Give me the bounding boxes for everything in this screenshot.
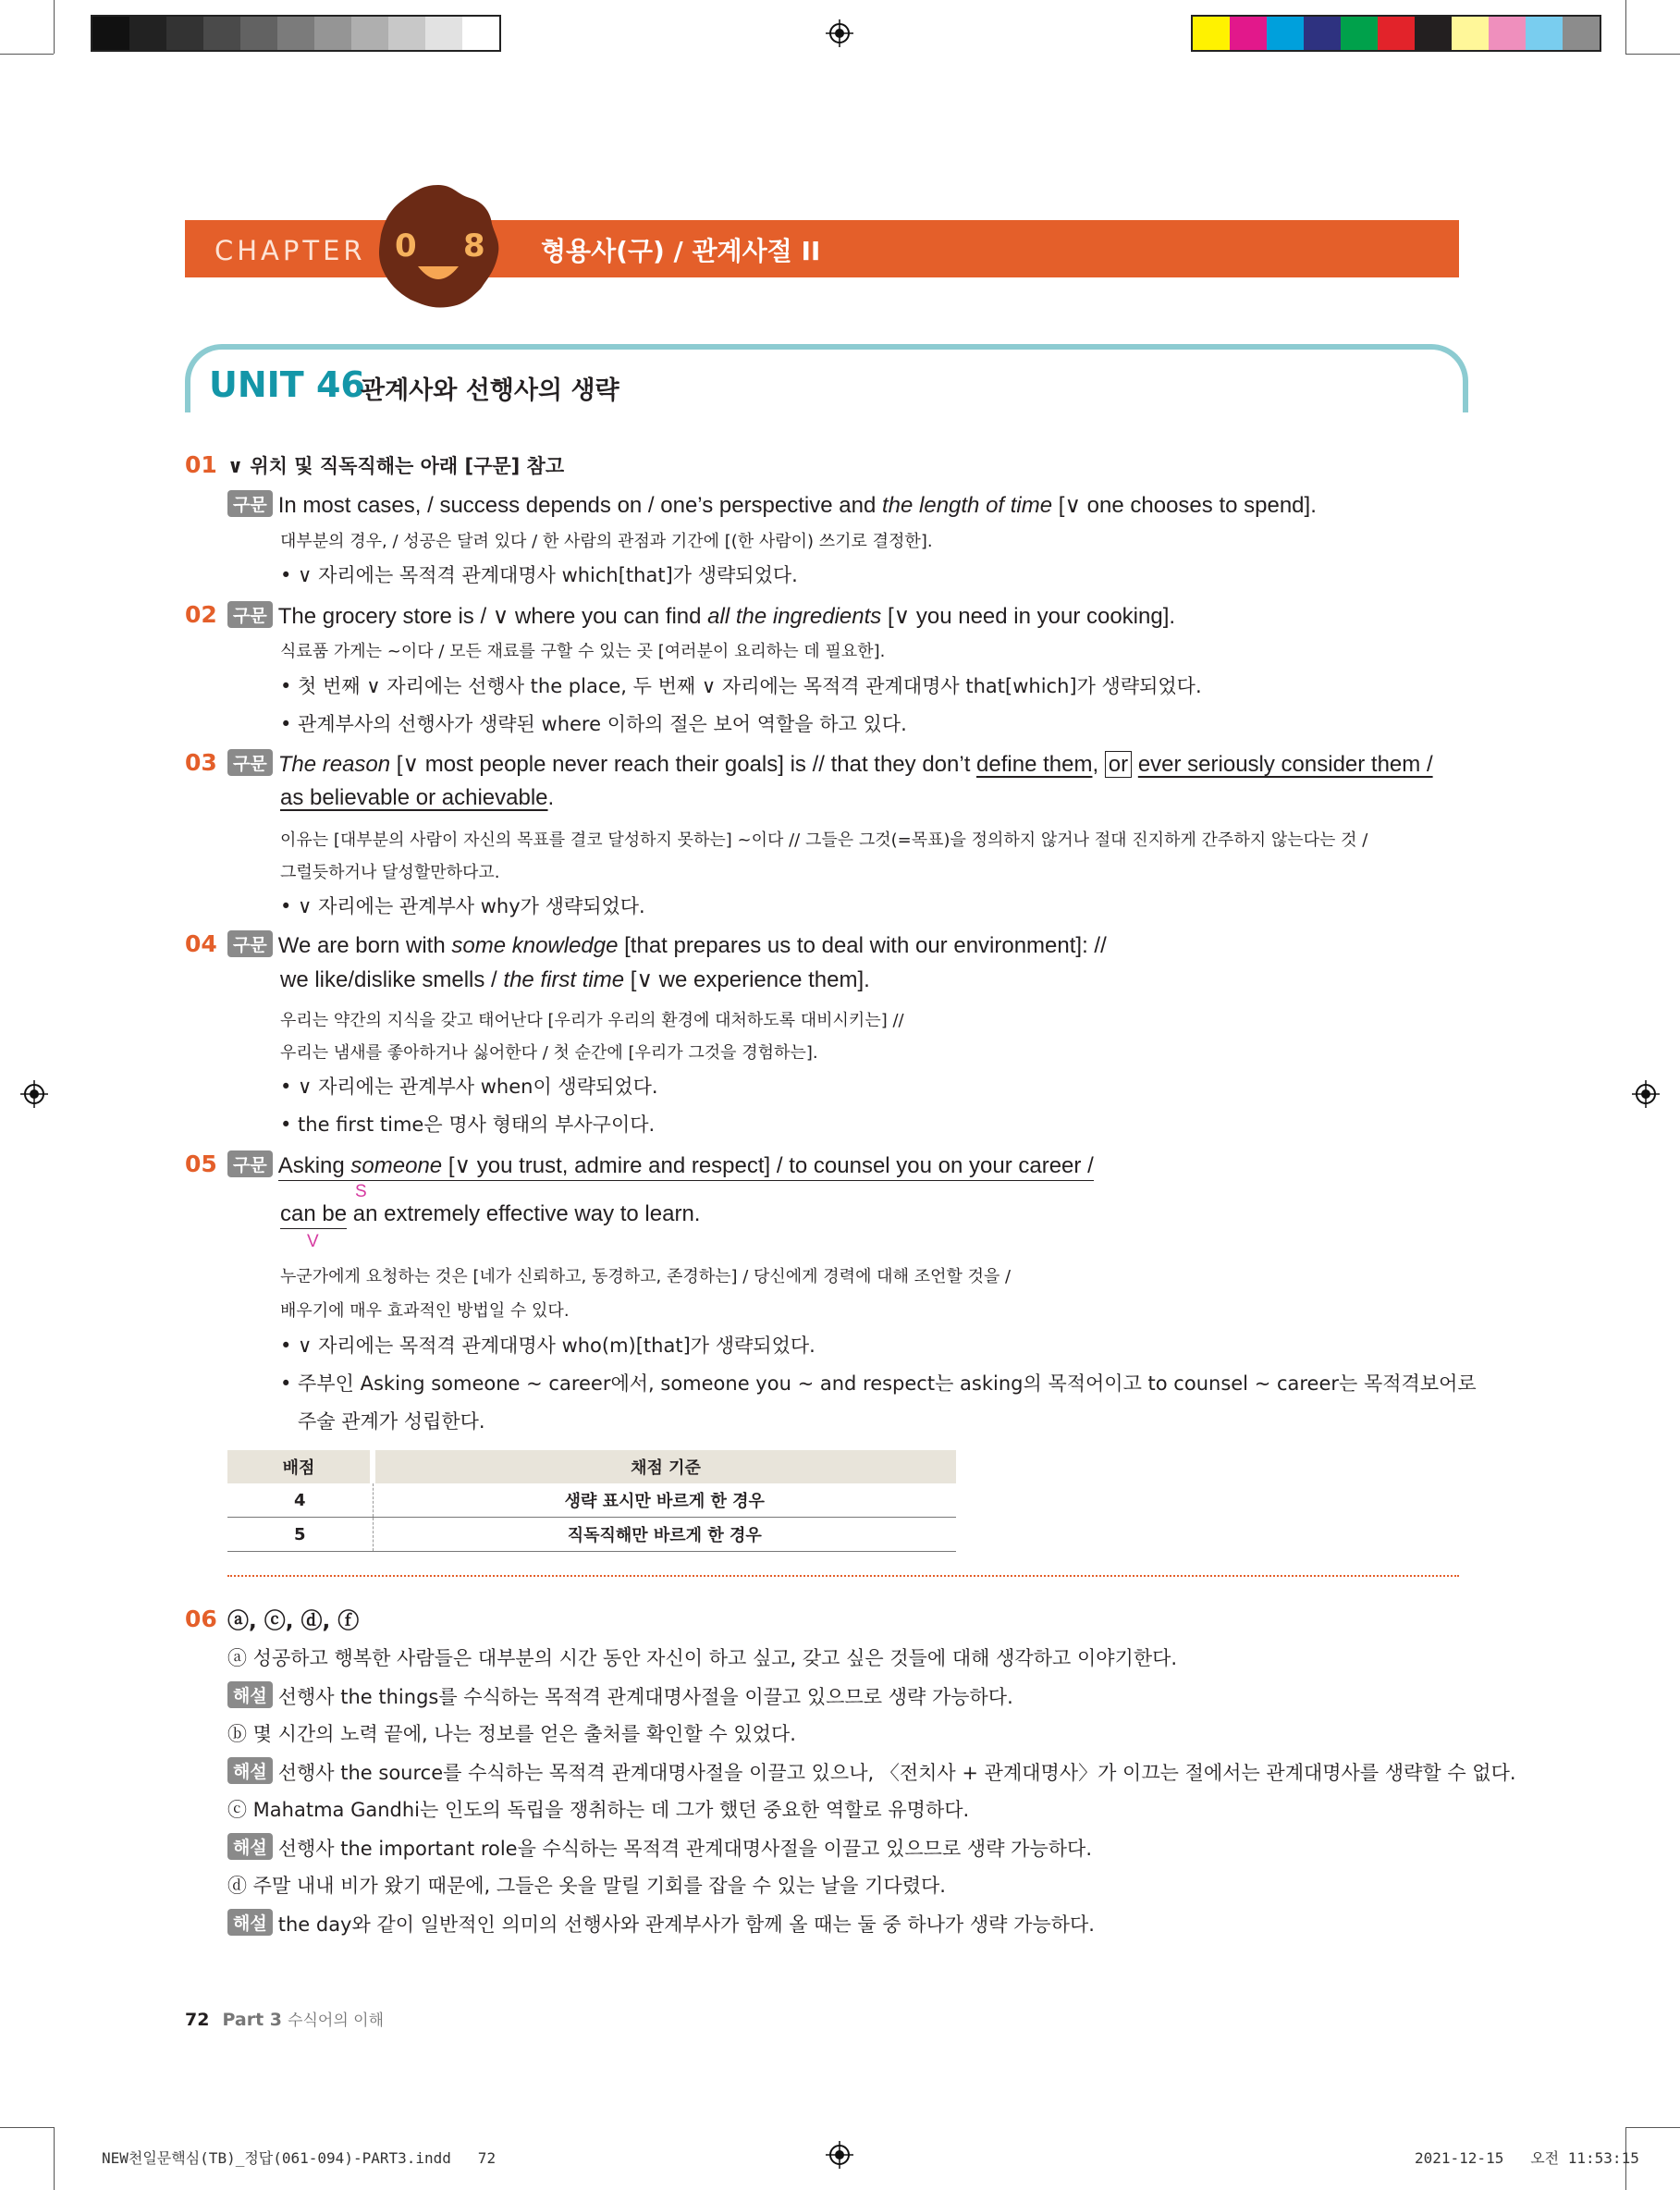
crop-mark [1625, 54, 1680, 55]
table-row [227, 1518, 956, 1552]
process-color-bar [1191, 15, 1601, 52]
part-label: Part 3 [222, 2010, 283, 2030]
q03-sentence [227, 749, 1433, 778]
underlined-phrase: ever seriously consider them / [1137, 752, 1433, 777]
q05-translation: 배우기에 매우 효과적인 방법일 수 있다. [280, 1301, 570, 1321]
syntax-tag: 구문 [227, 490, 273, 517]
part-title: 수식어의 이해 [288, 2012, 385, 2030]
print-timestamp: 2021-12-15 오전 11:53:15 [1415, 2149, 1639, 2167]
registration-mark-icon [1632, 1080, 1660, 1108]
question-number: 05 [185, 1150, 217, 1177]
q04-translation: 우리는 냄새를 좋아하거나 싫어한다 / 첫 순간에 [우리가 그것을 경험하는]. [280, 1043, 818, 1063]
crop-mark [1625, 2127, 1680, 2128]
explanation-tag: 해설 [227, 1833, 273, 1860]
sentence-antecedent: some knowledge [451, 933, 619, 958]
q04-note: • ∨ 자리에는 관계부사 when이 생략되었다. [280, 1076, 658, 1098]
underlined-phrase: as believable or achievable [280, 785, 548, 810]
syntax-tag: 구문 [227, 1150, 273, 1177]
q03-sentence-cont [280, 785, 554, 811]
q06-item-b: ⓑ 몇 시간의 노력 끝에, 나는 정보를 얻은 출처를 확인할 수 있었다. [227, 1723, 796, 1745]
sentence-part: we like/dislike smells / [280, 967, 504, 992]
table-header-row [227, 1450, 956, 1483]
unit-title: 관계사와 선행사의 생략 [361, 376, 619, 405]
crop-mark [0, 54, 54, 55]
crop-mark [54, 2127, 55, 2190]
q05-note: • 주부인 Asking someone ~ career에서, someone you ~ and respect는 asking의 목적어이고 to counsel ~ career는 목적격보어로 [280, 1372, 1477, 1395]
question-number: 03 [185, 749, 217, 776]
sentence-part: [∨ you trust, admire and respect] / to counsel you on your career / [442, 1153, 1094, 1178]
q01-translation: 대부분의 경우, / 성공은 달려 있다 / 한 사람의 관점과 기간에 [(한 사람이) 쓰기로 결정한]. [280, 532, 933, 551]
syntax-tag: 구문 [227, 601, 273, 628]
registration-mark-icon [826, 2141, 853, 2169]
q03-note: • ∨ 자리에는 관계부사 why가 생략되었다. [280, 895, 645, 917]
question-number: 04 [185, 930, 217, 957]
registration-mark-icon [20, 1080, 48, 1108]
section-divider [227, 1575, 1459, 1577]
table-cell: 직독직해만 바르게 한 경우 [373, 1518, 956, 1552]
q01-note: • ∨ 자리에는 목적격 관계대명사 which[that]가 생략되었다. [280, 564, 798, 586]
explanation-tag: 해설 [227, 1681, 273, 1708]
explanation-text: the day와 같이 일반적인 의미의 선행사와 관계부사가 함께 올 때는 둘 중 하나가 생략 가능하다. [277, 1913, 1095, 1936]
verb-phrase: can be [280, 1201, 347, 1229]
sentence-part: [that prepares us to deal with our environment]: // [618, 933, 1107, 958]
q04-note: • the first time은 명사 형태의 부사구이다. [280, 1113, 656, 1136]
syntax-tag: 구문 [227, 930, 273, 957]
explanation-text: 선행사 the things를 수식하는 목적격 관계대명사절을 이끌고 있으므로 생략 가능하다. [277, 1686, 1013, 1708]
explanation-text: 선행사 the important role을 수식하는 목적격 관계대명사절을 이끌고 있으므로 생략 가능하다. [277, 1838, 1092, 1860]
chapter-number-digit: 8 [463, 228, 485, 265]
sentence-part: We are born with [277, 933, 452, 958]
q02-note: • 첫 번째 ∨ 자리에는 선행사 the place, 두 번째 ∨ 자리에는 목적격 관계대명사 that[which]가 생략되었다. [280, 675, 1202, 697]
q06-explanation-c [227, 1833, 1092, 1862]
boxed-conjunction: or [1105, 751, 1132, 778]
q05-note: • ∨ 자리에는 목적격 관계대명사 who(m)[that]가 생략되었다. [280, 1335, 815, 1357]
question-number: 01 [185, 451, 217, 478]
q04-translation: 우리는 약간의 지식을 갖고 태어난다 [우리가 우리의 환경에 대처하도록 대비시키는] // [280, 1011, 904, 1030]
sentence-part: [∨ most people never reach their goals] is // that they don’t [390, 752, 977, 777]
q03-translation: 그럴듯하거나 달성할만하다고. [280, 863, 500, 882]
table-cell: 4 [227, 1483, 373, 1518]
table-row [227, 1483, 956, 1518]
q06-item-d: ⓓ 주말 내내 비가 왔기 때문에, 그들은 옷을 말릴 기회를 잡을 수 있는 날을 기다렸다. [227, 1875, 946, 1897]
print-file-info: NEW천일문핵심(TB)_정답(061-094)-PART3.indd 72 [102, 2149, 497, 2167]
table-header: 채점 기준 [373, 1450, 956, 1483]
q03-translation: 이유는 [대부분의 사람이 자신의 목표를 결코 달성하지 못하는] ~이다 // 그들은 그것(=목표)을 정의하지 않거나 절대 진지하게 간주하지 않는다는 것 / [280, 830, 1368, 850]
crop-mark [54, 0, 55, 54]
sentence-antecedent: all the ingredients [707, 604, 882, 629]
scoring-table [227, 1450, 956, 1552]
q02-note: • 관계부사의 선행사가 생략된 where 이하의 절은 보어 역할을 하고 있다. [280, 713, 907, 735]
sentence-antecedent: someone [350, 1153, 443, 1178]
q06-item-a: ⓐ 성공하고 행복한 사람들은 대부분의 시간 동안 자신이 하고 싶고, 갖고 싶은 것들에 대해 생각하고 이야기한다. [227, 1647, 1178, 1669]
q06-explanation-d [227, 1909, 1095, 1938]
sentence-part: The grocery store is / ∨ where you can find [277, 604, 708, 629]
crop-mark [0, 2127, 54, 2128]
q05-sentence [227, 1150, 1094, 1179]
sentence-part: . [547, 785, 555, 810]
registration-mark-icon [826, 19, 853, 47]
explanation-tag: 해설 [227, 1757, 273, 1784]
sentence-part [1132, 752, 1138, 777]
q04-sentence-cont [280, 966, 870, 993]
sentence-antecedent: the length of time [881, 493, 1053, 518]
grayscale-color-bar [91, 15, 501, 52]
q06-answer: ⓐ, ⓒ, ⓓ, ⓕ [227, 1609, 360, 1633]
sentence-part: [∨ we experience them]. [624, 967, 870, 992]
q05-translation: 누군가에게 요청하는 것은 [네가 신뢰하고, 동경하고, 존경하는] / 당신에게 경력에 대해 조언할 것을 / [280, 1267, 1012, 1286]
table-header: 배점 [227, 1450, 373, 1483]
q02-sentence [227, 601, 1175, 630]
sentence-part: Asking [277, 1153, 351, 1178]
unit-label: UNIT 46 [209, 364, 365, 405]
page-footer [185, 2007, 384, 2030]
subject-mark: S [355, 1182, 367, 1201]
question-number: 02 [185, 601, 217, 628]
q01-heading: ∨ 위치 및 직독직해는 아래 [구문] 참고 [227, 455, 565, 477]
table-cell: 5 [227, 1518, 373, 1552]
chapter-title: 형용사(구) / 관계사절 II [541, 236, 821, 266]
sentence-part: an extremely effective way to learn. [347, 1201, 701, 1226]
table-cell: 생략 표시만 바르게 한 경우 [373, 1483, 956, 1518]
sentence-part: , [1092, 752, 1105, 777]
q06-explanation-b [227, 1757, 1516, 1786]
question-number: 06 [185, 1606, 217, 1632]
underlined-phrase: define them [976, 752, 1093, 777]
syntax-tag: 구문 [227, 749, 273, 776]
verb-mark: V [307, 1232, 319, 1251]
q01-sentence [227, 490, 1317, 519]
q06-explanation-a [227, 1681, 1013, 1710]
q04-sentence [227, 930, 1107, 959]
q02-translation: 식료품 가게는 ~이다 / 모든 재료를 구할 수 있는 곳 [여러분이 요리하는 데 필요한]. [280, 642, 886, 661]
page-number: 72 [185, 2010, 210, 2030]
sentence-part: In most cases, / success depends on / one’s perspective and [277, 493, 882, 518]
crop-mark [1625, 0, 1626, 54]
sentence-part: [∨ you need in your cooking]. [881, 604, 1176, 629]
explanation-tag: 해설 [227, 1909, 273, 1936]
q05-sentence-cont [280, 1201, 700, 1227]
chapter-number-digit: 0 [395, 228, 417, 265]
explanation-text: 선행사 the source를 수식하는 목적격 관계대명사절을 이끌고 있으나, 〈전치사 + 관계대명사〉가 이끄는 절에서는 관계대명사를 생략할 수 없다. [277, 1762, 1516, 1784]
sentence-antecedent: The reason [277, 752, 391, 777]
sentence-part: [∨ one chooses to spend]. [1052, 493, 1317, 518]
q06-item-c: ⓒ Mahatma Gandhi는 인도의 독립을 쟁취하는 데 그가 했던 중요한 역할로 유명하다. [227, 1799, 970, 1821]
chapter-label: CHAPTER [215, 235, 366, 266]
sentence-antecedent: the first time [503, 967, 625, 992]
q05-note: 주술 관계가 성립한다. [298, 1410, 485, 1433]
